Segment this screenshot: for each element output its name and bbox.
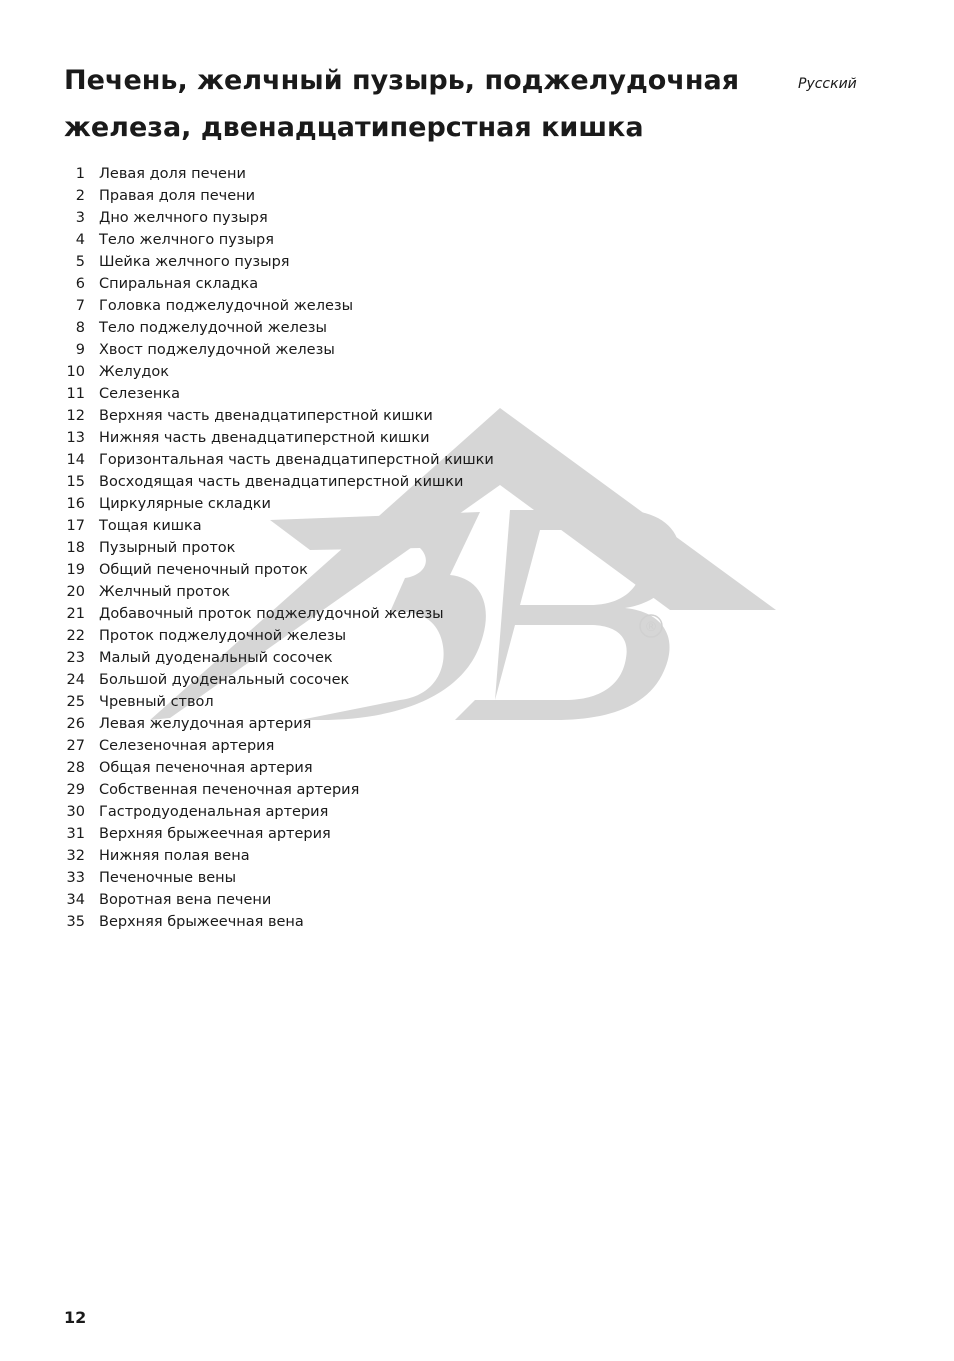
list-item-number: 10	[66, 364, 85, 380]
list-item-number: 11	[66, 386, 85, 402]
list-item	[64, 163, 494, 185]
list-item-label: Правая доля печени	[99, 188, 256, 204]
list-item	[64, 251, 494, 273]
list-item-number: 3	[75, 210, 85, 226]
page-title: Печень, желчный пузырь, поджелудочная железа, двенадцатиперстная кишка	[64, 65, 740, 143]
list-item-number: 26	[66, 716, 85, 732]
list-item-number: 27	[66, 738, 85, 754]
list-item	[64, 757, 494, 779]
list-item	[64, 823, 494, 845]
list-item-number: 35	[66, 914, 85, 930]
list-item-number: 18	[66, 540, 85, 556]
list-item-number: 5	[75, 254, 85, 270]
list-item-number: 34	[66, 892, 85, 908]
list-item-number: 2	[75, 188, 85, 204]
list-item-label: Общий печеночный проток	[99, 562, 308, 578]
list-item	[64, 273, 494, 295]
list-item-label: Верхняя брыжеечная артерия	[99, 826, 331, 842]
list-item-number: 24	[66, 672, 85, 688]
list-item-number: 12	[66, 408, 85, 424]
list-item	[64, 647, 494, 669]
list-item-label: Проток поджелудочной железы	[99, 628, 347, 644]
list-item	[64, 295, 494, 317]
list-item-label: Восходящая часть двенадцатиперстной кишки	[99, 474, 464, 490]
list-item-number: 25	[66, 694, 85, 710]
list-item-number: 33	[66, 870, 85, 886]
list-item-number: 22	[66, 628, 85, 644]
list-item-label: Селезеночная артерия	[99, 738, 275, 754]
list-item	[64, 361, 494, 383]
list-item-label: Шейка желчного пузыря	[99, 254, 290, 270]
list-item-label: Чревный ствол	[99, 694, 214, 710]
list-item-number: 7	[75, 298, 85, 314]
list-item-number: 17	[66, 518, 85, 534]
list-item	[64, 471, 494, 493]
page-number: 12	[64, 1308, 87, 1327]
list-item-number: 9	[75, 342, 85, 358]
list-item-label: Тощая кишка	[99, 518, 202, 534]
list-item	[64, 911, 494, 933]
list-item-label: Большой дуоденальный сосочек	[99, 672, 350, 688]
list-item-label: Нижняя полая вена	[99, 848, 250, 864]
language-label: Русский	[798, 76, 857, 92]
list-item-label: Циркулярные складки	[99, 496, 271, 512]
list-item	[64, 691, 494, 713]
list-item-label: Верхняя часть двенадцатиперстной кишки	[99, 408, 433, 424]
list-item	[64, 229, 494, 251]
list-item-label: Левая доля печени	[99, 166, 246, 182]
list-item-label: Общая печеночная артерия	[99, 760, 313, 776]
list-item-label: Хвост поджелудочной железы	[99, 342, 335, 358]
list-item-label: Собственная печеночная артерия	[99, 782, 360, 798]
list-item	[64, 449, 494, 471]
list-item-label: Головка поджелудочной железы	[99, 298, 354, 314]
list-item-label: Малый дуоденальный сосочек	[99, 650, 333, 666]
list-item-label: Горизонтальная часть двенадцатиперстной кишки	[99, 452, 494, 468]
list-item-number: 19	[66, 562, 85, 578]
list-item-number: 8	[75, 320, 85, 336]
list-item-number: 1	[75, 166, 85, 182]
list-item	[64, 185, 494, 207]
list-item-number: 30	[66, 804, 85, 820]
list-item	[64, 427, 494, 449]
list-item	[64, 559, 494, 581]
list-item-number: 20	[66, 584, 85, 600]
list-item	[64, 867, 494, 889]
list-item-label: Тело поджелудочной железы	[99, 320, 327, 336]
list-item-label: Печеночные вены	[99, 870, 237, 886]
list-item-number: 29	[66, 782, 85, 798]
list-item	[64, 603, 494, 625]
list-item-label: Добавочный проток поджелудочной железы	[99, 606, 444, 622]
list-item-label: Спиральная складка	[99, 276, 259, 292]
list-item	[64, 515, 494, 537]
list-item-label: Желчный проток	[99, 584, 230, 600]
list-item-number: 15	[66, 474, 85, 490]
list-item	[64, 383, 494, 405]
list-item	[64, 845, 494, 867]
list-item-label: Верхняя брыжеечная вена	[99, 914, 304, 930]
list-item-number: 32	[66, 848, 85, 864]
list-item-label: Воротная вена печени	[99, 892, 272, 908]
list-item	[64, 889, 494, 911]
list-item-number: 21	[66, 606, 85, 622]
list-item-number: 28	[66, 760, 85, 776]
list-item	[64, 405, 494, 427]
list-item-number: 4	[75, 232, 85, 248]
list-item-label: Желудок	[99, 364, 170, 380]
list-item	[64, 493, 494, 515]
list-item-label: Левая желудочная артерия	[99, 716, 312, 732]
list-item	[64, 669, 494, 691]
list-item-label: Селезенка	[99, 386, 180, 402]
list-item	[64, 735, 494, 757]
list-item	[64, 537, 494, 559]
registered-mark: ®	[644, 620, 658, 635]
list-item-label: Нижняя часть двенадцатиперстной кишки	[99, 430, 430, 446]
list-item	[64, 713, 494, 735]
list-item-number: 23	[66, 650, 85, 666]
list-item	[64, 317, 494, 339]
list-item-number: 31	[66, 826, 85, 842]
list-item	[64, 625, 494, 647]
legend-list	[64, 163, 494, 933]
list-item	[64, 207, 494, 229]
list-item-number: 16	[66, 496, 85, 512]
list-item	[64, 581, 494, 603]
list-item-number: 13	[66, 430, 85, 446]
list-item-label: Дно желчного пузыря	[99, 210, 268, 226]
list-item-label: Гастродуоденальная артерия	[99, 804, 329, 820]
list-item	[64, 779, 494, 801]
list-item-number: 6	[75, 276, 85, 292]
list-item-number: 14	[66, 452, 85, 468]
list-item-label: Тело желчного пузыря	[99, 232, 274, 248]
list-item-label: Пузырный проток	[99, 540, 236, 556]
list-item	[64, 339, 494, 361]
list-item	[64, 801, 494, 823]
